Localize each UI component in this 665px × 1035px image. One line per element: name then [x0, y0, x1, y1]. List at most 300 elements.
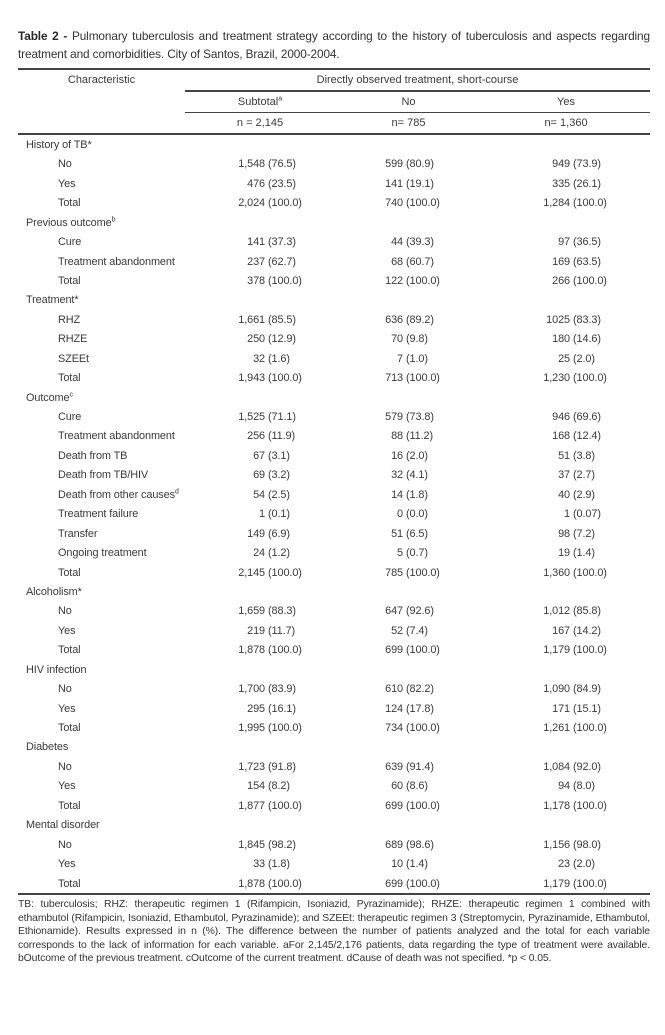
- value-cell: [185, 430, 335, 442]
- value-cell: [185, 158, 335, 170]
- count-value: 1,723: [238, 760, 265, 773]
- count-value: 647: [385, 605, 403, 618]
- count-value: 10: [391, 858, 403, 871]
- count-value: 1,525: [238, 411, 265, 423]
- value-cell: [482, 430, 650, 442]
- count-value: 636: [385, 313, 403, 326]
- percent-value: (100.0): [268, 372, 302, 385]
- count-value: 7: [397, 352, 403, 365]
- value-cell: [482, 605, 650, 617]
- count-value: 295: [247, 702, 265, 715]
- percent-value: (92.0): [573, 760, 601, 773]
- count-value: 734: [385, 722, 403, 734]
- value-cell: [185, 275, 335, 287]
- count-value: 599: [385, 158, 403, 171]
- count-value: 476: [247, 177, 265, 190]
- count-value: 149: [247, 527, 265, 540]
- column-header-no-label: No: [401, 95, 416, 108]
- section-row: [18, 582, 650, 601]
- row-label: Yes: [58, 780, 76, 793]
- count-value: 1,230: [543, 372, 570, 385]
- value-cell: [482, 508, 650, 520]
- percent-value: (17.8): [406, 702, 434, 715]
- count-value: 19: [558, 547, 570, 560]
- count-value: 51: [558, 449, 570, 462]
- percent-value: (15.1): [573, 702, 601, 715]
- row-label: Yes: [58, 177, 76, 190]
- value-cell: [335, 450, 482, 462]
- value-cell: [482, 644, 650, 656]
- percent-value: (0.7): [406, 547, 428, 560]
- percent-value: (1.0): [406, 352, 428, 365]
- row-label: RHZ: [58, 313, 81, 326]
- table-row: [18, 679, 650, 698]
- section-row: [18, 660, 650, 679]
- value-cell: [185, 411, 335, 423]
- value-cell: [482, 372, 650, 384]
- percent-value: (100.0): [406, 644, 440, 657]
- count-value: 23: [558, 858, 570, 871]
- percent-value: (4.1): [406, 469, 428, 482]
- count-value: 378: [247, 274, 265, 287]
- percent-value: (39.3): [406, 236, 434, 249]
- value-cell: [482, 722, 650, 734]
- value-cell: [185, 839, 335, 851]
- count-value: 16: [391, 449, 403, 462]
- percent-value: (2.0): [573, 352, 595, 365]
- percent-value: (100.0): [268, 274, 302, 287]
- count-value: 699: [385, 799, 403, 812]
- percent-value: (100.0): [406, 197, 440, 210]
- percent-value: (100.0): [268, 644, 302, 657]
- count-value: 1,284: [543, 197, 570, 210]
- count-value: 219: [247, 624, 265, 637]
- percent-value: (37.3): [268, 236, 296, 249]
- count-value: 1,261: [543, 722, 570, 734]
- value-cell: [482, 197, 650, 209]
- count-value: 51: [391, 527, 403, 540]
- value-cell: [335, 644, 482, 656]
- column-header-yes: [482, 96, 650, 108]
- table-caption-text: Pulmonary tuberculosis and treatment strategy according to the history of tuberculosis and aspects regarding treatment and comorbidities. City of Santos, Brazil, 2000-2004.: [18, 29, 650, 61]
- table-caption-label: Table 2 -: [18, 29, 68, 43]
- percent-value: (7.4): [406, 624, 428, 637]
- count-value: 167: [552, 624, 570, 637]
- table-row: [18, 252, 650, 271]
- header-row-groups: [18, 92, 650, 112]
- table-row: [18, 485, 650, 504]
- table-row: [18, 796, 650, 815]
- count-value: 1,548: [238, 158, 265, 171]
- row-label: Cure: [58, 411, 82, 423]
- value-cell: [185, 469, 335, 481]
- value-cell: [335, 547, 482, 559]
- percent-value: (100.0): [406, 274, 440, 287]
- count-value: 69: [253, 469, 265, 482]
- value-cell: [335, 683, 482, 695]
- count-value: 1,878: [238, 877, 265, 890]
- count-value: 124: [385, 702, 403, 715]
- row-label: Total: [58, 197, 81, 210]
- n-no: n= 785: [391, 117, 426, 130]
- table-row: [18, 543, 650, 562]
- value-cell: [482, 625, 650, 637]
- value-cell: [185, 761, 335, 773]
- table-row: [18, 427, 650, 446]
- table-row: [18, 446, 650, 465]
- count-value: 70: [391, 333, 403, 346]
- percent-value: (3.2): [268, 469, 290, 482]
- count-value: 785: [385, 566, 403, 579]
- percent-value: (6.9): [268, 527, 290, 540]
- column-header-subtotal-label: Subtotal: [237, 95, 279, 108]
- section-row: [18, 738, 650, 757]
- characteristic-header: Characteristic: [67, 74, 136, 87]
- value-cell: [335, 625, 482, 637]
- count-value: 699: [385, 644, 403, 657]
- row-label: No: [58, 683, 72, 696]
- value-cell: [482, 761, 650, 773]
- table-row: [18, 407, 650, 426]
- percent-value: (36.5): [573, 236, 601, 249]
- value-cell: [482, 878, 650, 890]
- count-value: 579: [385, 411, 403, 423]
- count-value: 1,659: [238, 605, 265, 618]
- table-row: [18, 777, 650, 796]
- percent-value: (71.1): [268, 411, 296, 423]
- count-value: 0: [397, 508, 403, 521]
- row-label: Total: [58, 799, 81, 812]
- value-cell: [335, 780, 482, 792]
- value-cell: [335, 372, 482, 384]
- value-cell: [335, 703, 482, 715]
- count-value: 639: [385, 760, 403, 773]
- value-cell: [335, 178, 482, 190]
- value-cell: [185, 197, 335, 209]
- value-cell: [335, 858, 482, 870]
- count-value: 1,084: [543, 760, 570, 773]
- count-value: 1: [564, 508, 570, 521]
- value-cell: [185, 256, 335, 268]
- row-label: Transfer: [58, 527, 98, 540]
- header-row-span: [18, 70, 650, 90]
- count-value: 180: [552, 333, 570, 346]
- table-row: [18, 874, 650, 893]
- row-label: Ongoing treatment: [58, 547, 147, 560]
- section-label: Previous outcome$^b$: [26, 216, 116, 229]
- superscript-a: a: [278, 95, 283, 103]
- count-value: 1,360: [543, 566, 570, 579]
- value-cell: [335, 469, 482, 481]
- percent-value: (100.0): [573, 722, 607, 734]
- row-label: Treatment abandonment: [58, 430, 175, 443]
- row-label: Total: [58, 566, 81, 579]
- count-value: 32: [391, 469, 403, 482]
- percent-value: (76.5): [268, 158, 296, 171]
- section-row: [18, 291, 650, 310]
- row-label: Total: [58, 877, 81, 890]
- percent-value: (12.4): [573, 430, 601, 443]
- count-value: 1: [259, 508, 265, 521]
- value-cell: [335, 605, 482, 617]
- column-header-yes-label: Yes: [557, 95, 575, 108]
- percent-value: (2.0): [573, 858, 595, 871]
- value-cell: [482, 256, 650, 268]
- table-row: [18, 641, 650, 660]
- section-label: History of TB*: [26, 138, 92, 151]
- value-cell: [185, 333, 335, 345]
- rule-bottom: [18, 893, 650, 895]
- count-value: 1,178: [543, 799, 570, 812]
- value-cell: [482, 353, 650, 365]
- count-value: 141: [247, 236, 265, 249]
- count-value: 689: [385, 838, 403, 851]
- percent-value: (80.9): [406, 158, 434, 171]
- row-label: No: [58, 158, 72, 171]
- count-value: 740: [385, 197, 403, 210]
- percent-value: (60.7): [406, 255, 434, 268]
- percent-value: (98.6): [406, 838, 434, 851]
- row-label: RHZE: [58, 333, 88, 346]
- value-cell: [185, 722, 335, 734]
- superscript-b: b: [111, 216, 116, 223]
- row-label: Total: [58, 372, 81, 385]
- table-row: [18, 271, 650, 290]
- percent-value: (98.2): [268, 838, 296, 851]
- column-header-subtotal: [185, 96, 335, 108]
- percent-value: (1.4): [573, 547, 595, 560]
- percent-value: (1.8): [406, 488, 428, 501]
- count-value: 1,700: [238, 683, 265, 696]
- count-value: 335: [552, 177, 570, 190]
- value-cell: [482, 314, 650, 326]
- row-label: Total: [58, 644, 81, 657]
- table-row: [18, 524, 650, 543]
- superscript-d: d: [174, 488, 179, 496]
- table-row: [18, 368, 650, 387]
- row-label: Treatment abandonment: [58, 255, 175, 268]
- percent-value: (23.5): [268, 177, 296, 190]
- value-cell: [335, 839, 482, 851]
- count-value: 949: [552, 158, 570, 171]
- percent-value: (91.8): [268, 760, 296, 773]
- value-cell: [185, 450, 335, 462]
- percent-value: (98.0): [573, 838, 601, 851]
- value-cell: [185, 508, 335, 520]
- section-label: Diabetes: [26, 741, 69, 754]
- value-cell: [482, 411, 650, 423]
- count-value: 37: [558, 469, 570, 482]
- value-cell: [185, 528, 335, 540]
- percent-value: (6.5): [406, 527, 428, 540]
- value-cell: [335, 314, 482, 326]
- value-cell: [335, 567, 482, 579]
- percent-value: (100.0): [573, 274, 607, 287]
- table-row: [18, 155, 650, 174]
- value-cell: [335, 508, 482, 520]
- count-value: 98: [558, 527, 570, 540]
- table-row: [18, 174, 650, 193]
- count-value: 24: [253, 547, 265, 560]
- value-cell: [335, 197, 482, 209]
- row-label: Cure: [58, 236, 82, 249]
- value-cell: [185, 178, 335, 190]
- count-value: 713: [385, 372, 403, 385]
- percent-value: (73.8): [406, 411, 434, 423]
- percent-value: (19.1): [406, 177, 434, 190]
- value-cell: [335, 236, 482, 248]
- value-cell: [185, 683, 335, 695]
- percent-value: (100.0): [268, 877, 302, 890]
- section-label: Treatment*: [26, 294, 79, 307]
- value-cell: [482, 528, 650, 540]
- percent-value: (11.7): [268, 624, 296, 637]
- row-label: Death from TB/HIV: [58, 469, 149, 482]
- value-cell: [482, 858, 650, 870]
- count-value: 1,995: [238, 722, 265, 734]
- value-cell: [482, 683, 650, 695]
- count-value: 54: [253, 488, 265, 501]
- count-value: 2,024: [238, 197, 265, 210]
- value-cell: [185, 780, 335, 792]
- table-row: [18, 232, 650, 251]
- percent-value: (85.5): [268, 313, 296, 326]
- table-row: [18, 310, 650, 329]
- percent-value: (2.9): [573, 488, 595, 501]
- value-cell: [482, 547, 650, 559]
- count-value: 2,145: [238, 566, 265, 579]
- count-value: 256: [247, 430, 265, 443]
- value-cell: [335, 878, 482, 890]
- value-cell: [335, 430, 482, 442]
- table-row: [18, 757, 650, 776]
- section-row: [18, 815, 650, 834]
- percent-value: (100.0): [406, 566, 440, 579]
- count-value: 1,156: [543, 838, 570, 851]
- percent-value: (1.2): [268, 547, 290, 560]
- percent-value: (100.0): [268, 799, 302, 812]
- percent-value: (2.5): [268, 488, 290, 501]
- count-value: 1,012: [543, 605, 570, 618]
- percent-value: (0.07): [573, 508, 601, 521]
- row-label: Treatment failure: [58, 508, 139, 521]
- value-cell: [185, 372, 335, 384]
- count-value: 610: [385, 683, 403, 696]
- value-cell: [335, 761, 482, 773]
- percent-value: (63.5): [573, 255, 601, 268]
- row-label: Total: [58, 274, 81, 287]
- n-subtotal: n = 2,145: [236, 117, 284, 130]
- percent-value: (100.0): [573, 566, 607, 579]
- count-value: 154: [247, 780, 265, 793]
- count-value: 122: [385, 274, 403, 287]
- percent-value: (100.0): [573, 799, 607, 812]
- count-value: 946: [552, 411, 570, 423]
- table-row: [18, 835, 650, 854]
- count-value: 1,845: [238, 838, 265, 851]
- row-label: No: [58, 605, 72, 618]
- percent-value: (11.9): [268, 430, 296, 443]
- percent-value: (100.0): [268, 197, 302, 210]
- percent-value: (88.3): [268, 605, 296, 618]
- n-yes: n= 1,360: [544, 117, 588, 130]
- percent-value: (100.0): [406, 799, 440, 812]
- count-value: 168: [552, 430, 570, 443]
- value-cell: [482, 469, 650, 481]
- value-cell: [185, 353, 335, 365]
- table-row: [18, 504, 650, 523]
- count-value: 171: [552, 702, 570, 715]
- value-cell: [335, 353, 482, 365]
- row-label: Death from other causes$^d$: [58, 488, 179, 501]
- percent-value: (7.2): [573, 527, 595, 540]
- value-cell: [335, 800, 482, 812]
- value-cell: [335, 489, 482, 501]
- percent-value: (2.7): [573, 469, 595, 482]
- count-value: 44: [391, 236, 403, 249]
- count-value: 237: [247, 255, 265, 268]
- count-value: 141: [385, 177, 403, 190]
- table-caption: [18, 28, 650, 63]
- row-label: Yes: [58, 702, 76, 715]
- table-row: [18, 718, 650, 737]
- count-value: 1,179: [543, 644, 570, 657]
- superscript-c: c: [69, 390, 73, 398]
- count-value: 1025: [546, 313, 570, 326]
- percent-value: (100.0): [406, 372, 440, 385]
- table-row: [18, 699, 650, 718]
- section-label: HIV infection: [26, 663, 87, 676]
- table-row: [18, 466, 650, 485]
- section-row: [18, 388, 650, 407]
- value-cell: [482, 236, 650, 248]
- count-value: 1,943: [238, 372, 265, 385]
- span-header: Directly observed treatment, short-course: [316, 74, 519, 87]
- count-value: 32: [253, 352, 265, 365]
- count-value: 94: [558, 780, 570, 793]
- percent-value: (89.2): [406, 313, 434, 326]
- percent-value: (83.3): [573, 313, 601, 326]
- column-header-no: [335, 96, 482, 108]
- value-cell: [482, 839, 650, 851]
- section-label: Alcoholism*: [26, 585, 82, 598]
- count-value: 1,877: [238, 799, 265, 812]
- section-row: [18, 213, 650, 232]
- count-value: 266: [552, 274, 570, 287]
- count-value: 33: [253, 858, 265, 871]
- value-cell: [185, 800, 335, 812]
- row-label: No: [58, 760, 72, 773]
- value-cell: [185, 878, 335, 890]
- percent-value: (9.8): [406, 333, 428, 346]
- percent-value: (1.4): [406, 858, 428, 871]
- value-cell: [185, 567, 335, 579]
- value-cell: [185, 547, 335, 559]
- percent-value: (2.0): [406, 449, 428, 462]
- value-cell: [482, 158, 650, 170]
- count-value: 699: [385, 877, 403, 890]
- table-row: [18, 563, 650, 582]
- percent-value: (92.6): [406, 605, 434, 618]
- count-value: 14: [391, 488, 403, 501]
- percent-value: (8.2): [268, 780, 290, 793]
- percent-value: (84.9): [573, 683, 601, 696]
- count-value: 68: [391, 255, 403, 268]
- value-cell: [482, 567, 650, 579]
- percent-value: (100.0): [573, 197, 607, 210]
- value-cell: [482, 703, 650, 715]
- count-value: 60: [391, 780, 403, 793]
